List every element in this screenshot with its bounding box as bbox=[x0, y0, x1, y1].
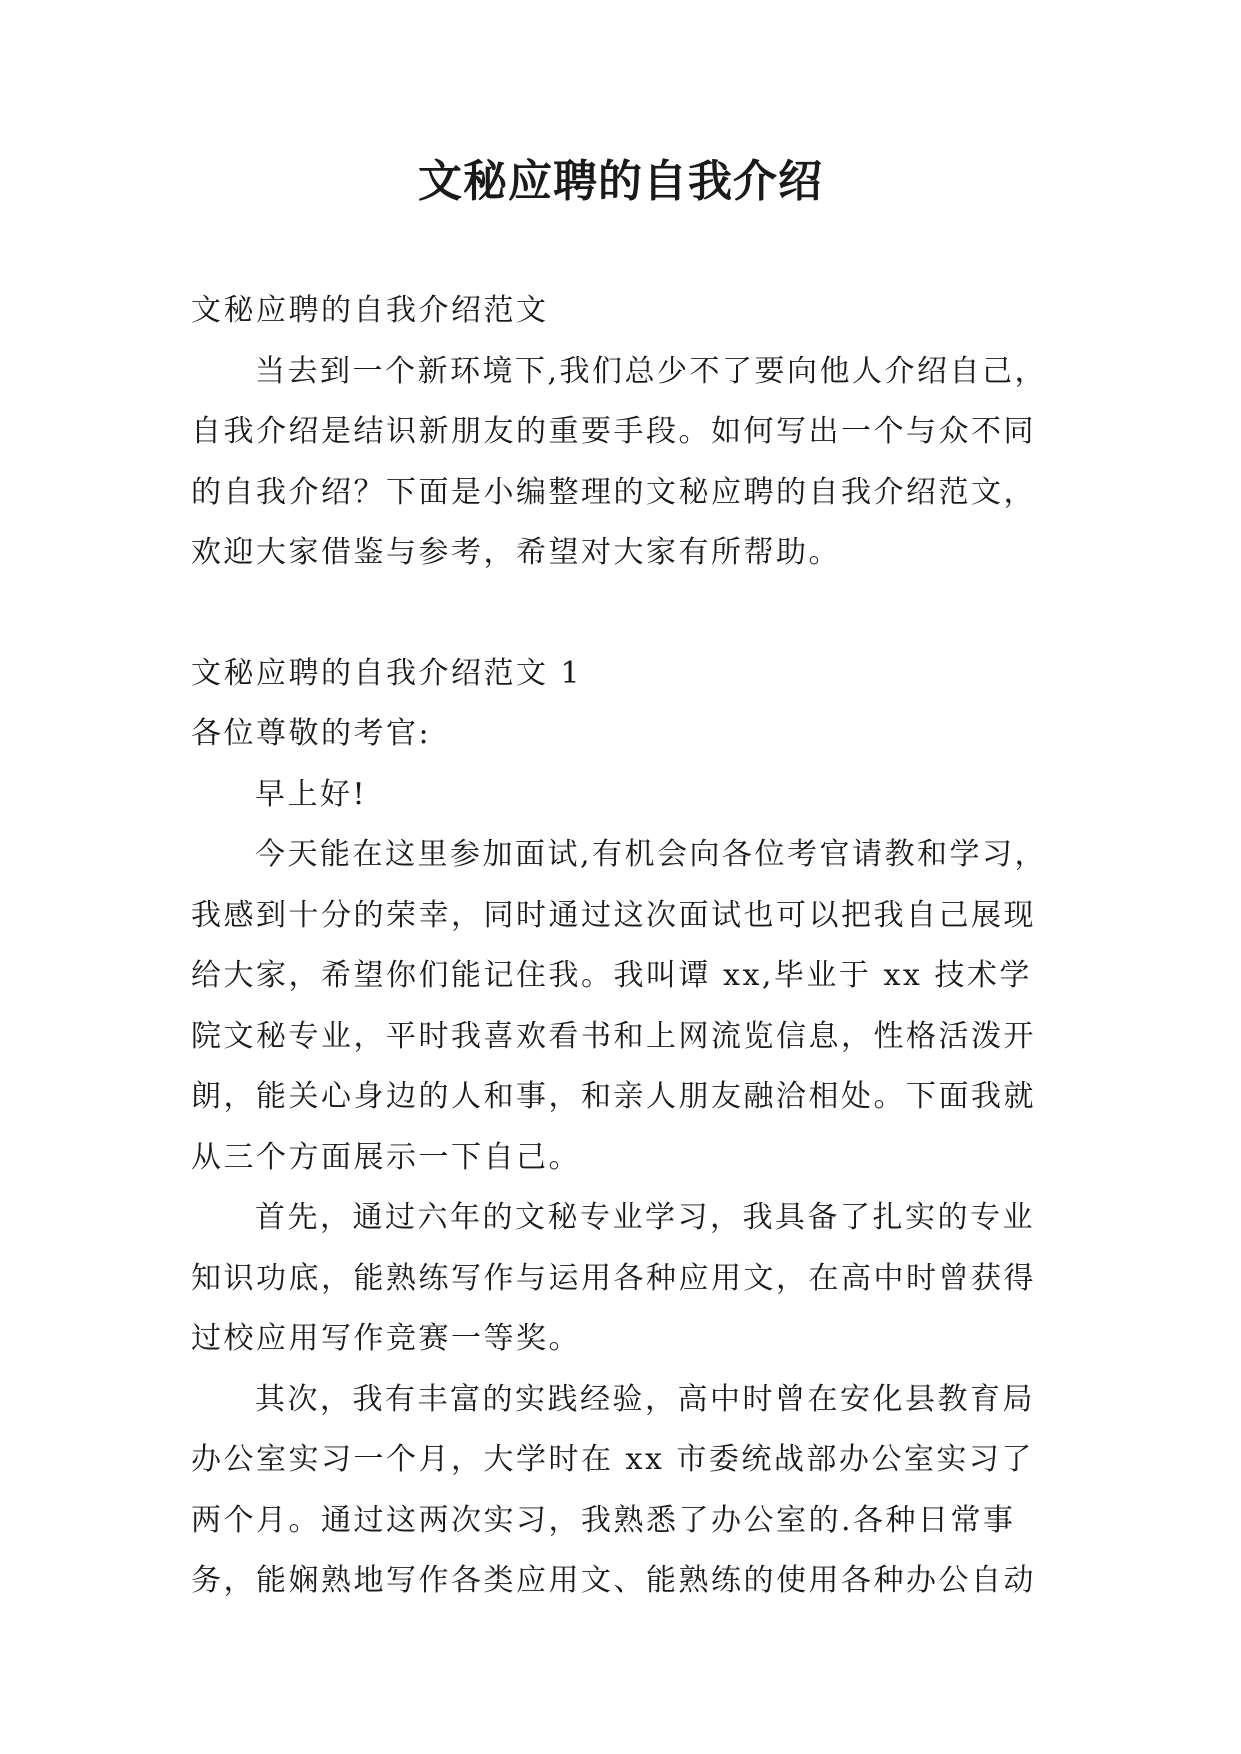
document-body bbox=[191, 281, 1051, 1612]
sample-heading: 文秘应聘的自我介绍范文 1 bbox=[191, 655, 583, 691]
salutation: 各位尊敬的考官: bbox=[191, 716, 432, 751]
intro-paragraph: 当去到一个新环境下,我们总少不了要向他人介绍自己，自我介绍是结识新朋友的重要手段。如何写出一个与众不同的自我介绍？下面是小编整理的文秘应聘的自我介绍范文，欢迎大家借鉴与参考，希望对大家有所帮助。 bbox=[191, 353, 1048, 570]
section-heading: 文秘应聘的自我介绍范文 bbox=[191, 293, 549, 328]
document-title: 文秘应聘的自我介绍 bbox=[418, 156, 823, 207]
body-paragraph: 其次，我有丰富的实践经验，高中时曾在安化县教育局办公室实习一个月，大学时在 xx 市委统战部办公室实习了两个月。通过这两次实习，我熟悉了办公室的.各种日常事务，能娴熟地写作各类应用文、能熟练的使用各种办公自动 bbox=[191, 1381, 1036, 1598]
body-paragraph: 今天能在这里参加面试,有机会向各位考官请教和学习，我感到十分的荣幸，同时通过这次面试也可以把我自己展现给大家，希望你们能记住我。我叫谭 xx,毕业于 xx 技术学院文秘专业，平时我喜欢看书和上网流览信息，性格活泼开朗，能关心身边的人和事，和亲人朋友融洽相处。下面我就从三个方面展示一下自己。 bbox=[191, 837, 1048, 1175]
body-paragraph: 首先，通过六年的文秘专业学习，我具备了扎实的专业知识功底，能熟练写作与运用各种应用文，在高中时曾获得过校应用写作竞赛一等奖。 bbox=[191, 1200, 1036, 1356]
greeting: 早上好! bbox=[255, 776, 368, 812]
